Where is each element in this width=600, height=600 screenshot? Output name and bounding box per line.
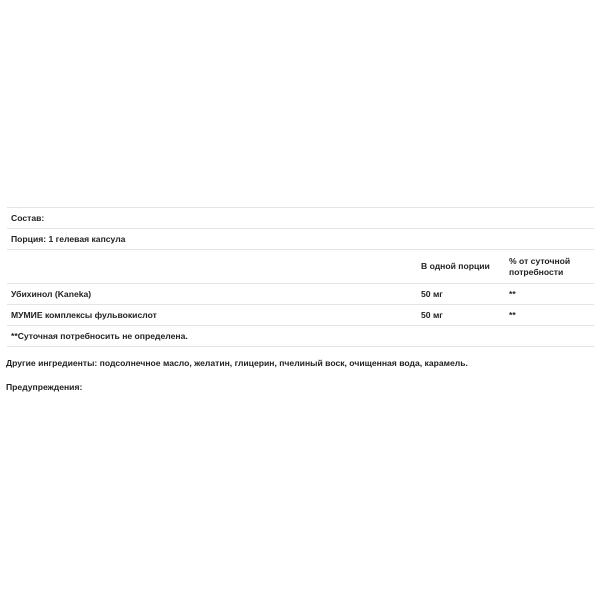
composition-table	[7, 207, 594, 347]
supplement-facts	[7, 207, 594, 347]
ingredient-amount: 50 мг	[417, 305, 505, 326]
serving-size: Порция: 1 гелевая капсула	[7, 229, 594, 250]
ingredient-dv: **	[505, 305, 594, 326]
ingredient-name: МУМИЕ комплексы фульвокислот	[7, 305, 417, 326]
other-ingredients: Другие ингредиенты: подсолнечное масло, желатин, глицерин, пчелиный воск, очищенная вода, карамель.	[6, 358, 468, 368]
table-row	[7, 284, 594, 305]
title-row	[7, 208, 594, 229]
header-daily-value-line1: % от суточной	[509, 255, 571, 266]
ingredient-name: Убихинол (Kaneka)	[7, 284, 417, 305]
ingredient-amount: 50 мг	[417, 284, 505, 305]
footnote: **Суточная потребносить не определена.	[7, 326, 594, 347]
footnote-row	[7, 326, 594, 347]
composition-title: Состав:	[7, 208, 594, 229]
ingredient-dv: **	[505, 284, 594, 305]
header-daily-value-line2: потребности	[509, 266, 564, 277]
warnings: Предупреждения:	[6, 382, 83, 392]
table-row	[7, 305, 594, 326]
header-daily-value	[505, 250, 594, 284]
header-name	[7, 250, 417, 284]
header-row	[7, 250, 594, 284]
serving-row	[7, 229, 594, 250]
header-per-serving: В одной порции	[417, 250, 505, 284]
